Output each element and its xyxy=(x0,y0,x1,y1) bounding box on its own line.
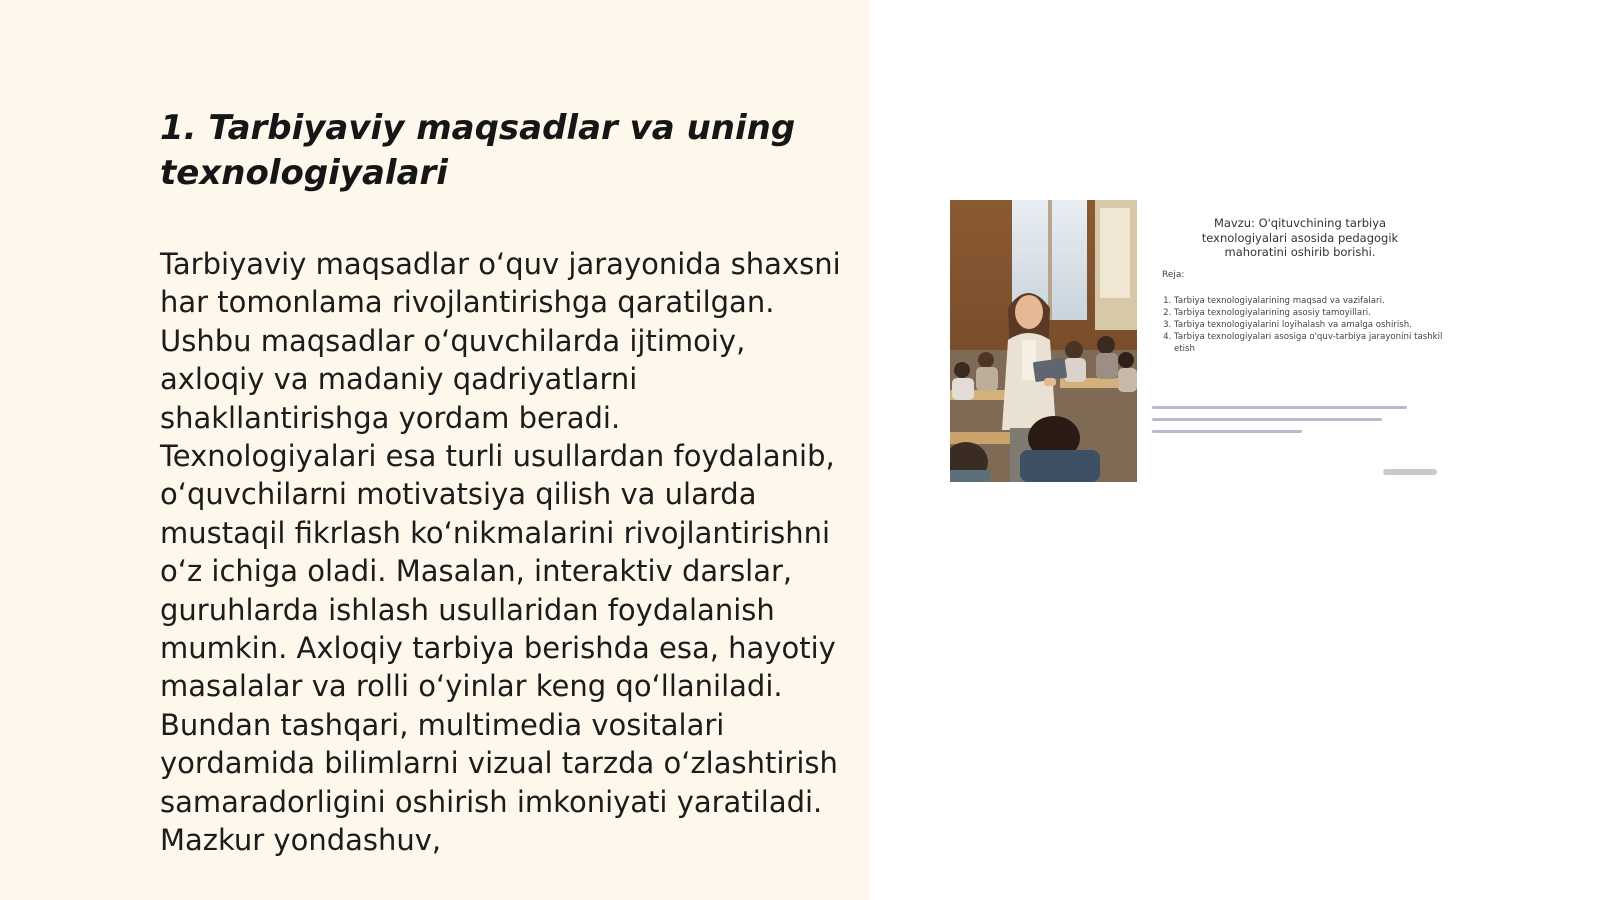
slide-body-text: Tarbiyaviy maqsadlar o‘quv jarayonida shaxsni har tomonlama rivojlantirishga qaratilgan. Ushbu maqsadlar o‘quvchilarda ijtimoiy, axloqiy va madaniy qadriyatlarni shakllantirishga yordam beradi. Texnologiyalari esa turli usullardan foydalanib, o‘quvchilarni motivatsiya qilish va ularda mustaqil fikrlash ko‘nikmalarini rivojlantirishni o‘z ichiga oladi. Masalan, interaktiv darslar, guruhlarda ishlash usullaridan foydalanish mumkin. Axloqiy tarbiya berishda esa, hayotiy masalalar va rolli o‘yinlar keng qo‘llaniladi. Bundan tashqari, multimedia vositalari yordamida bilimlarni vizual tarzda o‘zlashtirish samaradorligini oshirish imkoniyati yaratiladi. Mazkur yondashuv, xyxy=(160,247,841,858)
thumbnail-blurred-text xyxy=(1152,418,1382,421)
thumbnail-plan-item: 2. Tarbiya texnologiyalarining asosiy tamoyillari. xyxy=(1174,307,1444,319)
thumbnail-slide-text xyxy=(1150,200,1450,482)
classroom-photo xyxy=(950,200,1137,482)
slide-title: 1. Tarbiyaviy maqsadlar va uning texnologiyalari xyxy=(160,108,796,193)
thumbnail-topic: Mavzu: O'qituvchining tarbiya texnologiyalari asosida pedagogik mahoratini oshirib borishi. xyxy=(1201,216,1399,259)
slide-thumbnail-image xyxy=(950,200,1450,482)
thumbnail-plan-list xyxy=(1162,295,1444,355)
thumbnail-badge xyxy=(1383,469,1437,475)
thumbnail-blurred-text xyxy=(1152,406,1407,409)
thumbnail-plan-item: 4. Tarbiya texnologiyalari asosiga o'quv-tarbiya jarayonini tashkil etish xyxy=(1174,331,1444,355)
thumbnail-plan-item: 3. Tarbiya texnologiyalarini loyihalash va amalga oshirish. xyxy=(1174,319,1444,331)
thumbnail-blurred-text xyxy=(1152,430,1302,433)
thumbnail-plan-item: 1. Tarbiya texnologiyalarining maqsad va vazifalari. xyxy=(1174,295,1444,307)
thumbnail-plan-label: Reja: xyxy=(1162,270,1185,280)
